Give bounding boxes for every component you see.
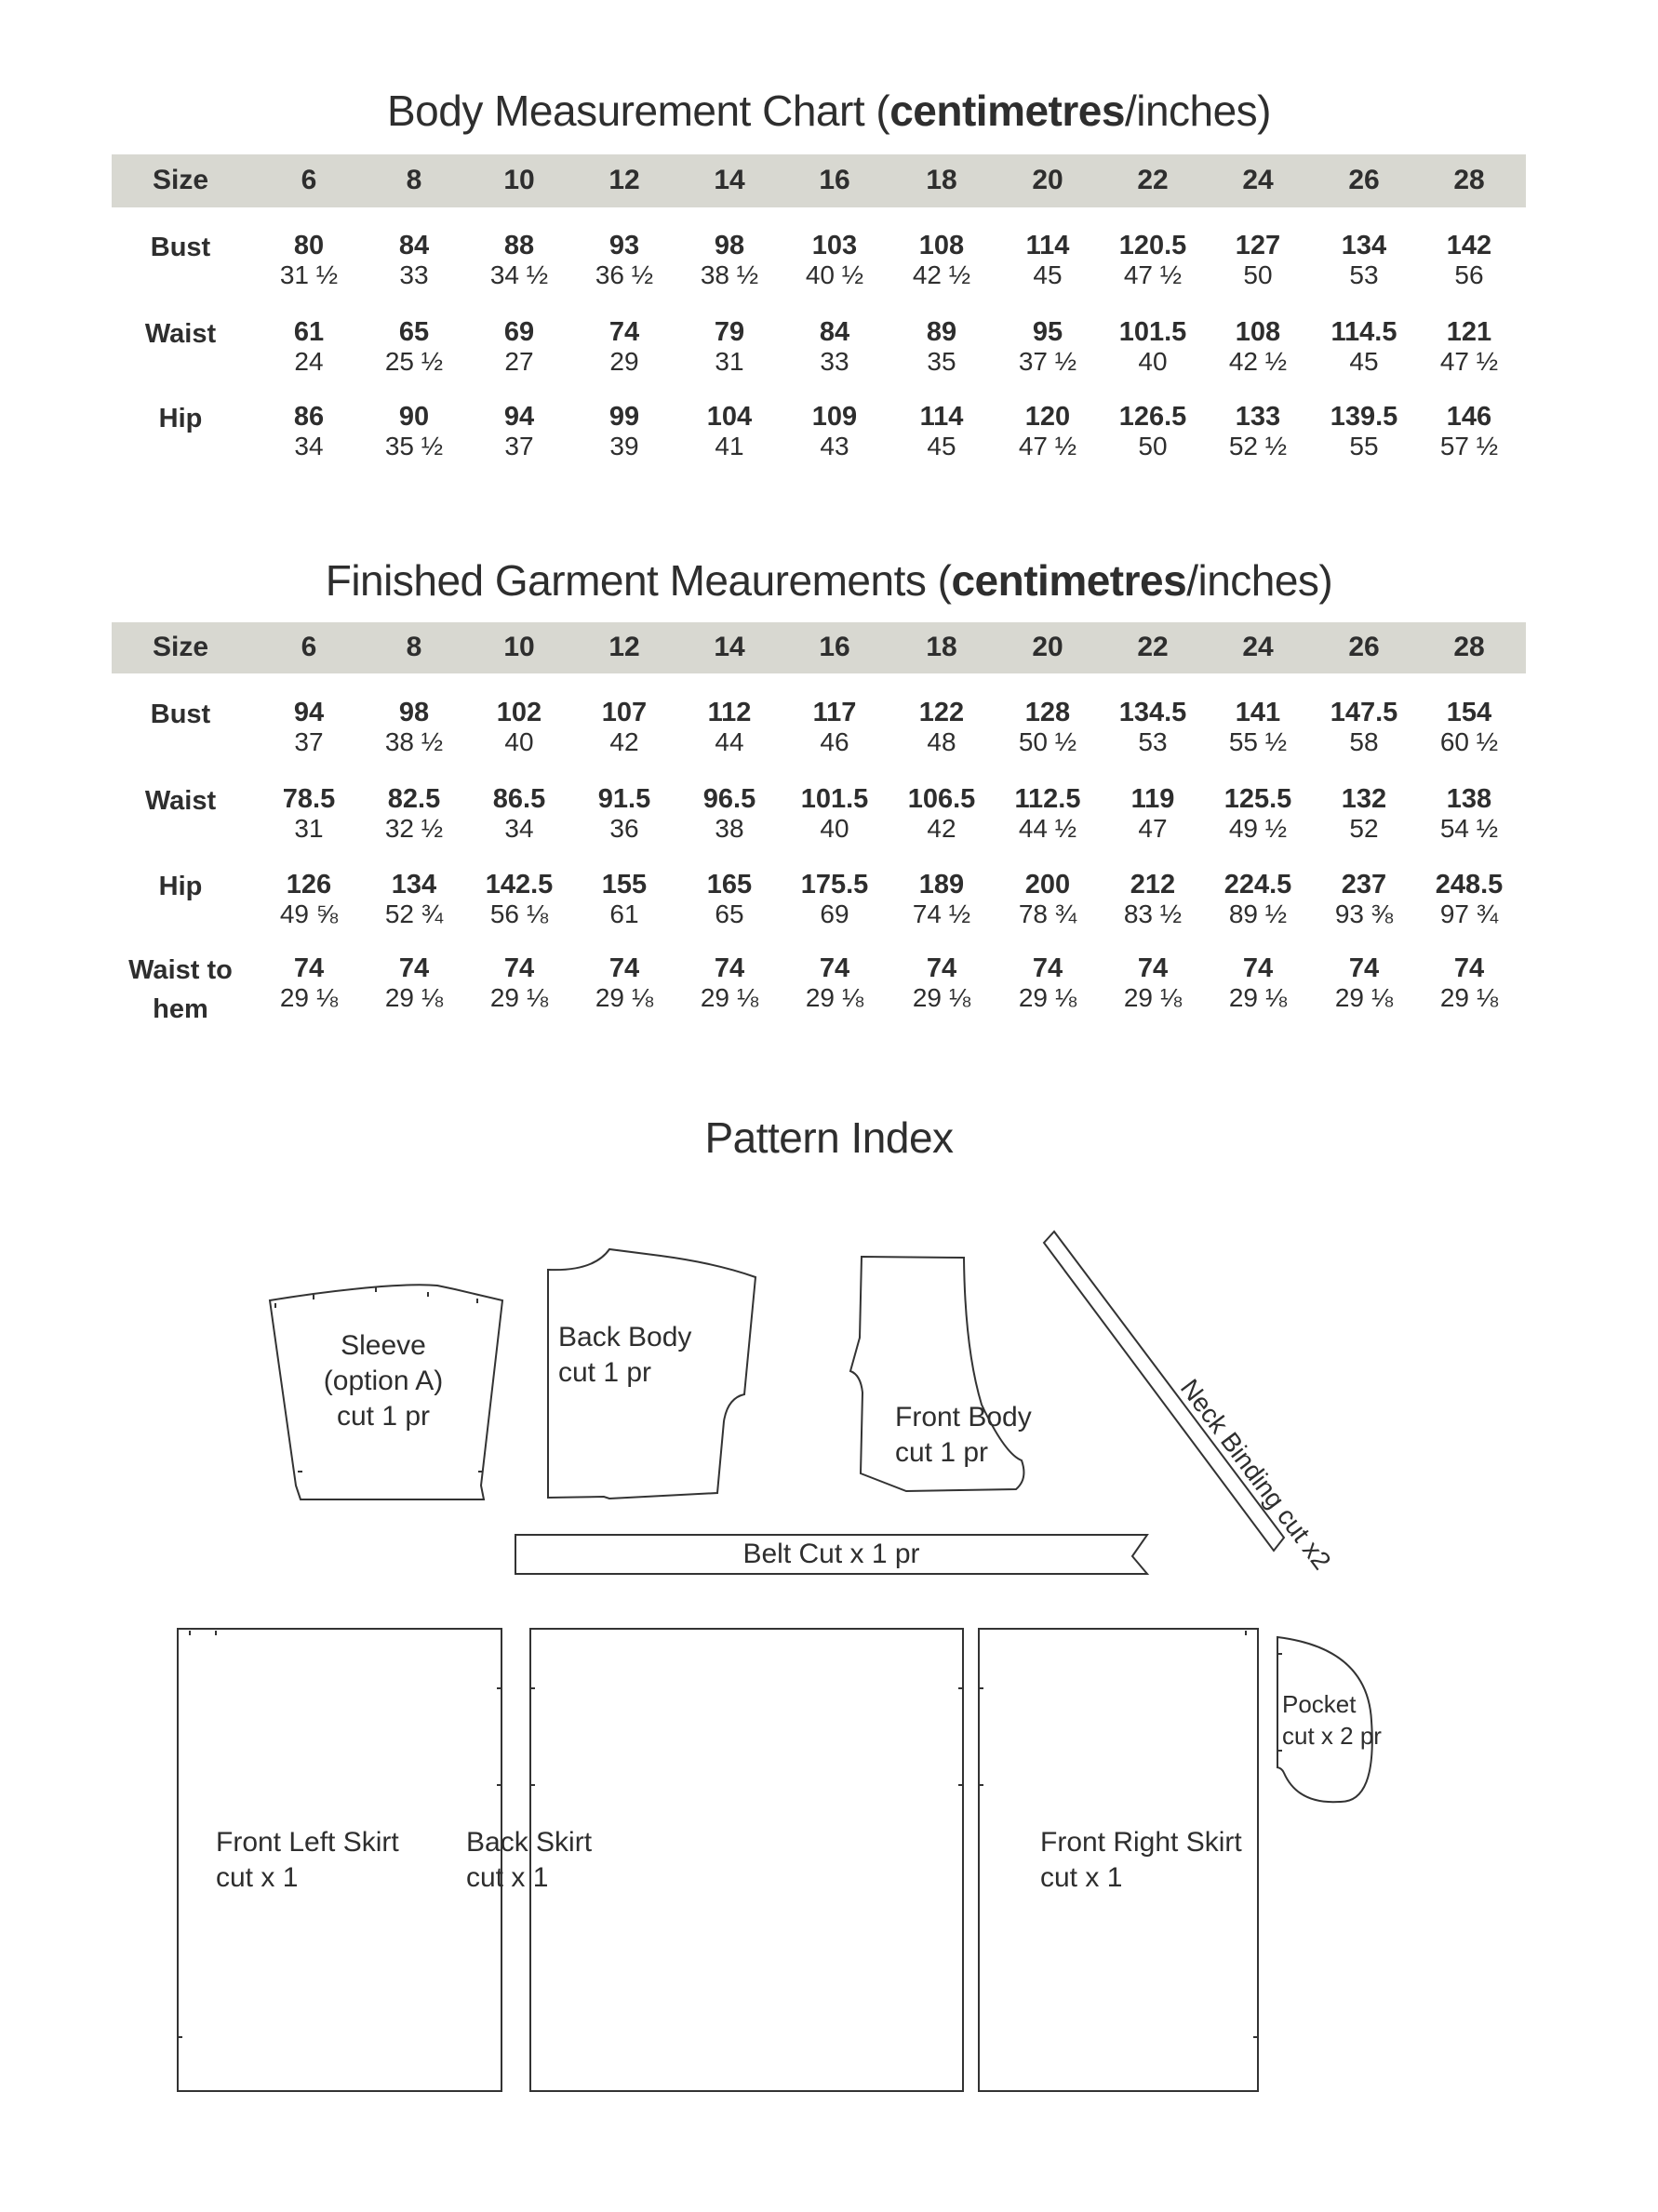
- cm-value: 134: [1341, 231, 1387, 260]
- inch-value: 38 ½: [700, 260, 759, 289]
- cm-value: 86: [293, 402, 325, 432]
- inch-value: 29 ⅛: [912, 983, 971, 1012]
- inch-value: 47 ½: [1123, 260, 1183, 289]
- size-header-cell: 26: [1348, 165, 1380, 195]
- cm-value: 96.5: [702, 784, 756, 814]
- inch-value: 49 ½: [1228, 814, 1288, 843]
- size-header-cell: 12: [608, 165, 640, 195]
- cm-value: 109: [811, 402, 858, 432]
- inch-value: 33: [820, 347, 849, 376]
- inch-value: 36: [609, 814, 639, 843]
- inch-value: 47 ½: [1439, 347, 1499, 376]
- cm-value: 74: [608, 317, 640, 347]
- inch-value: 55: [1349, 432, 1379, 460]
- cm-value: 114.5: [1330, 317, 1397, 347]
- cm-value: 141: [1235, 698, 1281, 727]
- title-suffix: /inches): [1124, 87, 1272, 135]
- inch-value: 29 ⅛: [595, 983, 654, 1012]
- inch-value: 49 ⅝: [279, 899, 339, 928]
- inch-value: 29 ⅛: [279, 983, 339, 1012]
- inch-value: 65: [715, 899, 744, 928]
- cm-value: 155: [601, 870, 648, 899]
- cm-value: 126.5: [1118, 402, 1187, 432]
- cm-value: 74: [1137, 953, 1169, 983]
- cm-value: 142.5: [485, 870, 554, 899]
- cm-value: 134: [391, 870, 437, 899]
- cm-value: 127: [1235, 231, 1281, 260]
- inch-value: 52: [1349, 814, 1379, 843]
- cm-value: 138: [1446, 784, 1492, 814]
- inch-value: 41: [715, 432, 744, 460]
- inch-value: 74 ½: [912, 899, 971, 928]
- cm-value: 74: [714, 953, 745, 983]
- cm-value: 165: [706, 870, 753, 899]
- inch-value: 29 ⅛: [384, 983, 444, 1012]
- inch-value: 34: [504, 814, 534, 843]
- inch-value: 44: [715, 727, 744, 756]
- size-header-cell: 16: [819, 632, 850, 662]
- cm-value: 93: [608, 231, 640, 260]
- cm-value: 98: [398, 698, 430, 727]
- cm-value: 128: [1024, 698, 1071, 727]
- back-skirt-label-line2: cut x 1: [466, 1862, 549, 1893]
- size-header-cell: 22: [1137, 165, 1169, 195]
- cm-value: 134.5: [1118, 698, 1187, 727]
- size-header-label: Size: [152, 165, 209, 195]
- inch-value: 29 ⅛: [489, 983, 549, 1012]
- cm-value: 107: [601, 698, 648, 727]
- inch-value: 52 ½: [1228, 432, 1288, 460]
- cm-value: 69: [503, 317, 535, 347]
- row-label: Bust: [150, 233, 211, 262]
- cm-value: 212: [1130, 870, 1176, 899]
- cm-value: 99: [608, 402, 640, 432]
- row-label-line2: hem: [153, 994, 208, 1024]
- size-header-cell: 6: [301, 632, 317, 662]
- front-left-skirt-label-line2: cut x 1: [216, 1862, 299, 1893]
- inch-value: 31 ½: [279, 260, 339, 289]
- inch-value: 42 ½: [1228, 347, 1288, 376]
- inch-value: 45: [1349, 347, 1379, 376]
- cm-value: 86.5: [492, 784, 546, 814]
- cm-value: 114: [1025, 231, 1070, 260]
- inch-value: 29 ⅛: [1334, 983, 1394, 1012]
- cm-value: 189: [918, 870, 965, 899]
- cm-value: 82.5: [387, 784, 441, 814]
- cm-value: 94: [503, 402, 535, 432]
- row-label: Hip: [158, 872, 203, 901]
- pocket-label: [1282, 1688, 1382, 1752]
- inch-value: 29: [609, 347, 639, 376]
- inch-value: 53: [1349, 260, 1379, 289]
- inch-value: 29 ⅛: [1018, 983, 1077, 1012]
- cm-value: 88: [503, 231, 535, 260]
- cm-value: 224.5: [1223, 870, 1292, 899]
- size-header-cell: 14: [714, 632, 745, 662]
- back-skirt-label-line1: Back Skirt: [466, 1827, 593, 1858]
- inch-value: 57 ½: [1439, 432, 1499, 460]
- back-skirt-piece: [530, 1629, 963, 2091]
- back-skirt-label: [466, 1825, 592, 1896]
- inch-value: 56: [1454, 260, 1484, 289]
- inch-value: 24: [294, 347, 324, 376]
- cm-value: 142: [1446, 231, 1492, 260]
- inch-value: 78 ¾: [1018, 899, 1077, 928]
- inch-value: 50 ½: [1018, 727, 1077, 756]
- size-header-cell: 24: [1242, 632, 1274, 662]
- cm-value: 65: [398, 317, 430, 347]
- title-prefix: Body Measurement Chart (: [386, 87, 890, 135]
- cm-value: 120: [1024, 402, 1071, 432]
- inch-value: 45: [1033, 260, 1063, 289]
- neck-binding-piece: [1044, 1232, 1284, 1551]
- back-body-label-line2: cut 1 pr: [558, 1357, 652, 1388]
- inch-value: 46: [820, 727, 849, 756]
- size-header-cell: 20: [1032, 165, 1063, 195]
- inch-value: 31: [715, 347, 744, 376]
- inch-value: 83 ½: [1123, 899, 1183, 928]
- cm-value: 74: [819, 953, 850, 983]
- cm-value: 122: [918, 698, 965, 727]
- inch-value: 38 ½: [384, 727, 444, 756]
- inch-value: 31: [294, 814, 324, 843]
- size-header-cell: 24: [1242, 165, 1274, 195]
- cm-value: 154: [1446, 698, 1492, 727]
- cm-value: 146: [1446, 402, 1492, 432]
- inch-value: 54 ½: [1439, 814, 1499, 843]
- cm-value: 248.5: [1435, 870, 1504, 899]
- size-header-cell: 28: [1453, 632, 1485, 662]
- inch-value: 32 ½: [384, 814, 444, 843]
- inch-value: 35: [927, 347, 956, 376]
- cm-value: 89: [926, 317, 957, 347]
- front-right-skirt-label-line2: cut x 1: [1040, 1862, 1123, 1893]
- title-suffix: /inches): [1186, 556, 1333, 605]
- inch-value: 35 ½: [384, 432, 444, 460]
- cm-value: 84: [819, 317, 850, 347]
- inch-value: 29 ⅛: [1228, 983, 1288, 1012]
- inch-value: 37 ½: [1018, 347, 1077, 376]
- cm-value: 79: [714, 317, 745, 347]
- cm-value: 78.5: [282, 784, 336, 814]
- inch-value: 27: [504, 347, 534, 376]
- inch-value: 33: [399, 260, 429, 289]
- cm-value: 102: [496, 698, 542, 727]
- cm-value: 132: [1341, 784, 1387, 814]
- inch-value: 25 ½: [384, 347, 444, 376]
- inch-value: 29 ⅛: [1439, 983, 1499, 1012]
- cm-value: 101.5: [1118, 317, 1187, 347]
- size-header-label: Size: [152, 632, 209, 662]
- cm-value: 74: [1453, 953, 1485, 983]
- inch-value: 40: [1138, 347, 1168, 376]
- sleeve-label: [298, 1328, 469, 1434]
- cm-value: 74: [398, 953, 430, 983]
- front-left-skirt-label: [216, 1825, 399, 1896]
- inch-value: 47: [1138, 814, 1168, 843]
- cm-value: 121: [1446, 317, 1492, 347]
- cm-value: 74: [1032, 953, 1063, 983]
- inch-value: 45: [927, 432, 956, 460]
- row-label-line1: Waist to: [128, 955, 233, 985]
- cm-value: 108: [1235, 317, 1281, 347]
- cm-value: 106.5: [907, 784, 976, 814]
- cm-value: 112.5: [1014, 784, 1081, 814]
- row-label: Waist: [144, 319, 217, 349]
- inch-value: 40 ½: [805, 260, 864, 289]
- cm-value: 94: [293, 698, 325, 727]
- inch-value: 53: [1138, 727, 1168, 756]
- inch-value: 29 ⅛: [1123, 983, 1183, 1012]
- cm-value: 119: [1130, 784, 1175, 814]
- size-header-cell: 18: [926, 165, 957, 195]
- inch-value: 50: [1138, 432, 1168, 460]
- cm-value: 91.5: [597, 784, 651, 814]
- cm-value: 74: [1348, 953, 1380, 983]
- cm-value: 147.5: [1330, 698, 1398, 727]
- cm-value: 80: [293, 231, 325, 260]
- inch-value: 34 ½: [489, 260, 549, 289]
- size-header-cell: 6: [301, 165, 317, 195]
- inch-value: 42: [927, 814, 956, 843]
- size-header-cell: 12: [608, 632, 640, 662]
- cm-value: 108: [918, 231, 965, 260]
- cm-value: 103: [811, 231, 858, 260]
- size-header-cell: 20: [1032, 632, 1063, 662]
- cm-value: 95: [1032, 317, 1063, 347]
- cm-value: 125.5: [1223, 784, 1292, 814]
- front-body-label-line2: cut 1 pr: [895, 1437, 989, 1468]
- cm-value: 74: [503, 953, 535, 983]
- row-label: Hip: [158, 404, 203, 433]
- cm-value: 101.5: [800, 784, 869, 814]
- row-label: Bust: [150, 700, 211, 729]
- belt-label-text: Belt Cut x 1 pr: [742, 1539, 920, 1569]
- inch-value: 40: [504, 727, 534, 756]
- title-prefix: Finished Garment Meaurements (: [325, 556, 952, 605]
- inch-value: 42 ½: [912, 260, 971, 289]
- inch-value: 47 ½: [1018, 432, 1077, 460]
- pocket-label-line1: Pocket: [1282, 1690, 1357, 1718]
- cm-value: 200: [1024, 870, 1071, 899]
- cm-value: 61: [293, 317, 325, 347]
- cm-value: 120.5: [1118, 231, 1187, 260]
- sleeve-label-line3: cut 1 pr: [336, 1401, 431, 1432]
- title-bold: centimetres: [889, 87, 1125, 135]
- inch-value: 42: [609, 727, 639, 756]
- size-header-cell: 10: [503, 632, 535, 662]
- inch-value: 48: [927, 727, 956, 756]
- size-header-cell: 10: [503, 165, 535, 195]
- cm-value: 74: [926, 953, 957, 983]
- inch-value: 29 ⅛: [805, 983, 864, 1012]
- back-body-label-line1: Back Body: [558, 1322, 692, 1353]
- inch-value: 61: [609, 899, 639, 928]
- inch-value: 29 ⅛: [700, 983, 759, 1012]
- cm-value: 98: [714, 231, 745, 260]
- cm-value: 74: [1242, 953, 1274, 983]
- size-header-cell: 28: [1453, 165, 1485, 195]
- inch-value: 38: [715, 814, 744, 843]
- cm-value: 133: [1235, 402, 1281, 432]
- inch-value: 44 ½: [1018, 814, 1077, 843]
- front-left-skirt-label-line1: Front Left Skirt: [216, 1827, 399, 1858]
- belt-label: [515, 1537, 1147, 1572]
- row-label: Waist: [144, 786, 217, 816]
- size-header-cell: 8: [406, 165, 422, 195]
- cm-value: 237: [1341, 870, 1387, 899]
- cm-value: 126: [286, 870, 332, 899]
- inch-value: 34: [294, 432, 324, 460]
- size-header-cell: 26: [1348, 632, 1380, 662]
- sleeve-label-line1: Sleeve: [341, 1330, 426, 1361]
- front-body-label: [895, 1400, 1032, 1471]
- front-right-skirt-label-line1: Front Right Skirt: [1040, 1827, 1242, 1858]
- inch-value: 37: [504, 432, 534, 460]
- inch-value: 56 ⅛: [489, 899, 549, 928]
- title-bold: centimetres: [951, 556, 1187, 605]
- cm-value: 114: [919, 402, 964, 432]
- pocket-label-line2: cut x 2 pr: [1282, 1722, 1382, 1750]
- size-header-cell: 18: [926, 632, 957, 662]
- pattern-index-title: Pattern Index: [704, 1113, 954, 1162]
- back-body-label: [558, 1320, 691, 1391]
- sleeve-label-line2: (option A): [323, 1366, 444, 1396]
- front-body-label-line1: Front Body: [895, 1402, 1032, 1432]
- cm-value: 117: [812, 698, 857, 727]
- cm-value: 74: [608, 953, 640, 983]
- cm-value: 84: [398, 231, 430, 260]
- inch-value: 89 ½: [1228, 899, 1288, 928]
- inch-value: 37: [294, 727, 324, 756]
- cm-value: 74: [293, 953, 325, 983]
- front-right-skirt-label: [1040, 1825, 1242, 1896]
- cm-value: 90: [398, 402, 430, 432]
- inch-value: 60 ½: [1439, 727, 1499, 756]
- size-header-cell: 22: [1137, 632, 1169, 662]
- cm-value: 139.5: [1330, 402, 1398, 432]
- inch-value: 52 ¾: [384, 899, 444, 928]
- inch-value: 36 ½: [595, 260, 654, 289]
- neck-binding-label-text: Neck Binding cut x2: [1174, 1373, 1337, 1576]
- inch-value: 58: [1349, 727, 1379, 756]
- cm-value: 104: [706, 402, 753, 432]
- cm-value: 175.5: [800, 870, 869, 899]
- inch-value: 43: [820, 432, 849, 460]
- cm-value: 112: [707, 698, 752, 727]
- size-header-cell: 8: [406, 632, 422, 662]
- inch-value: 55 ½: [1228, 727, 1288, 756]
- inch-value: 93 ⅜: [1334, 899, 1394, 928]
- size-header-cell: 14: [714, 165, 745, 195]
- inch-value: 69: [820, 899, 849, 928]
- inch-value: 39: [609, 432, 639, 460]
- inch-value: 50: [1243, 260, 1273, 289]
- size-header-cell: 16: [819, 165, 850, 195]
- inch-value: 40: [820, 814, 849, 843]
- inch-value: 97 ¾: [1439, 899, 1499, 928]
